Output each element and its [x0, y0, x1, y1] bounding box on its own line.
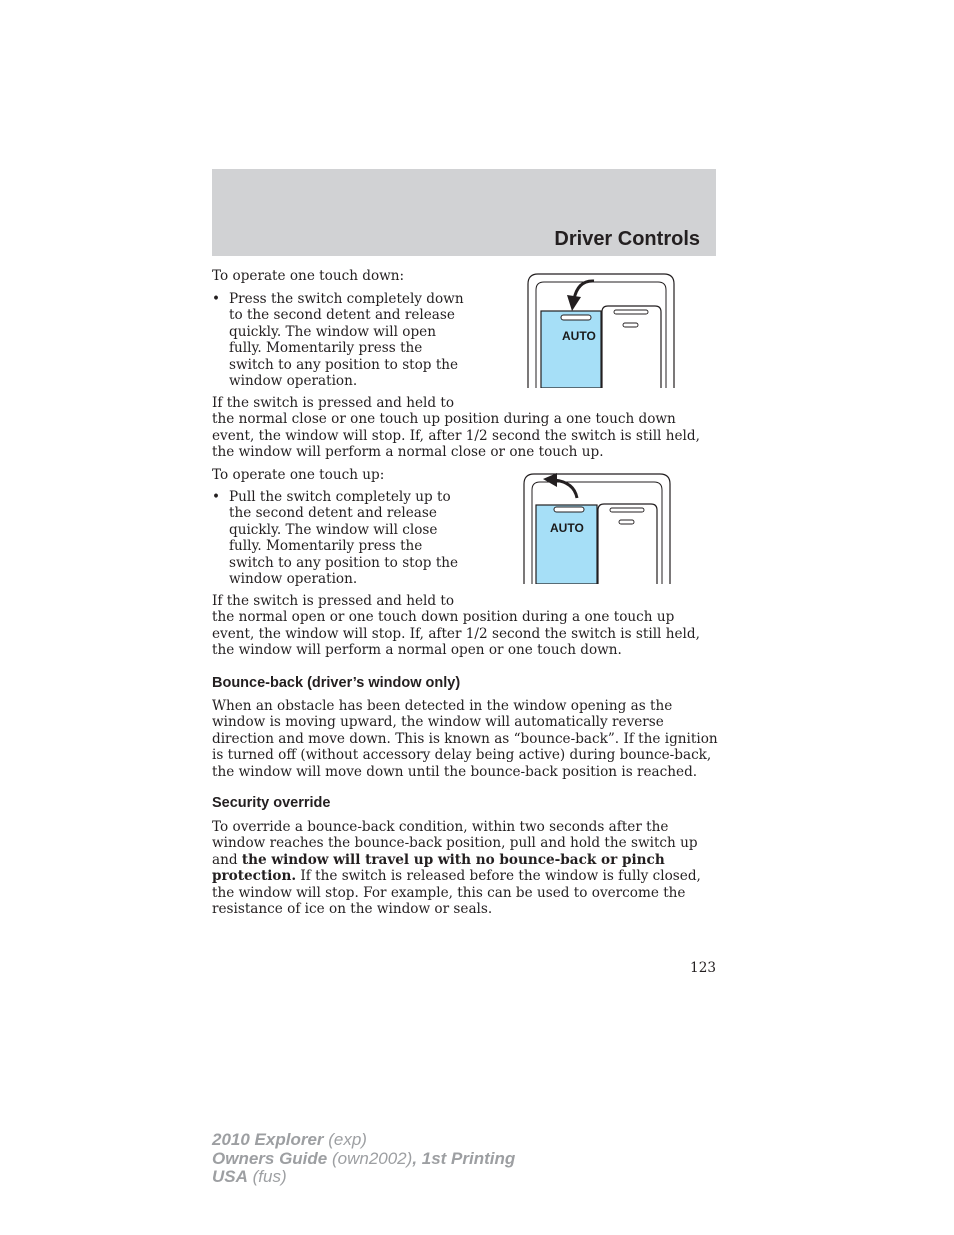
text-line: fully. Momentarily press the — [229, 538, 423, 555]
bullet-text — [229, 291, 464, 389]
text-line: To override a bounce-back condition, within two seconds after the — [212, 819, 669, 835]
intro-one-touch-up: To operate one touch up: — [212, 467, 385, 483]
footer-line — [212, 1131, 515, 1150]
bold-text-run: protection. — [212, 868, 297, 885]
text-line: Press the switch completely down — [229, 291, 464, 307]
bullet-icon: • — [212, 489, 221, 505]
text-line: the window will stop. For example, this can be used to overcome the — [212, 884, 686, 901]
header-band — [212, 169, 716, 256]
text-line: the window will perform a normal close or one touch up. — [212, 444, 604, 461]
text-line — [212, 868, 701, 884]
text-line: the normal open or one touch down position during a one touch up — [212, 609, 675, 626]
bullet-text — [229, 489, 458, 587]
paragraph-security-override — [212, 819, 701, 917]
text-line: window reaches the bounce-back position, pull and hold the switch up — [212, 835, 698, 852]
text-line: Pull the switch completely up to — [229, 489, 451, 505]
auto-switch-blue — [541, 311, 601, 388]
text-line: quickly. The window will open — [229, 323, 436, 340]
section-title: Driver Controls — [554, 228, 700, 250]
text-line — [212, 852, 701, 868]
text-line: the window will perform a normal open or one touch down. — [212, 642, 622, 659]
paragraph-bounce-back — [212, 698, 718, 780]
text-line: fully. Momentarily press the — [229, 340, 423, 357]
text-line: resistance of ice on the window or seals. — [212, 901, 493, 918]
text-line: switch to any position to stop the — [229, 356, 459, 373]
auto-switch-blue — [536, 505, 597, 584]
text-line: switch to any position to stop the — [229, 554, 459, 571]
text-line: is turned off (without accessory delay being active) during bounce-back, — [212, 747, 712, 764]
footer-printing: , 1st Printing — [412, 1148, 516, 1168]
text-line: the window will move down until the bounce-back position is reached. — [212, 763, 698, 780]
bold-text-run: the window will travel up with no bounce-back or pinch — [241, 851, 665, 868]
text-line: event, the window will stop. If, after 1/2 second the switch is still held, — [212, 427, 700, 444]
text-line: If the switch is pressed and held to — [212, 395, 455, 411]
text-line: to the second detent and release — [229, 307, 455, 324]
intro-one-touch-down: To operate one touch down: — [212, 268, 405, 284]
window-switch-press-down-figure — [526, 272, 676, 388]
window-switch-pull-up-figure — [522, 472, 672, 584]
footer-market-code: (fus) — [247, 1167, 287, 1186]
arrow-down-icon — [574, 281, 594, 299]
text-line: the normal close or one touch up position during a one touch down — [212, 411, 676, 428]
auto-label: AUTO — [550, 521, 584, 535]
text-run: and — [212, 851, 242, 868]
text-line: event, the window will stop. If, after 1/2 second the switch is still held, — [212, 625, 700, 642]
paragraph-one-touch-up — [212, 593, 700, 659]
text-line: quickly. The window will close — [229, 521, 438, 538]
page-number: 123 — [690, 960, 716, 976]
footer-model: 2010 Explorer — [212, 1130, 324, 1149]
text-run: If the switch is released before the window is fully closed, — [296, 868, 701, 885]
footer-model-code: (exp) — [323, 1130, 367, 1149]
text-line: direction and move down. This is known as “bounce-back”. If the ignition — [212, 730, 718, 747]
footer-guide-code: (own2002) — [327, 1148, 413, 1168]
footer-guide: Owners Guide — [212, 1148, 328, 1168]
text-line: window operation. — [229, 571, 358, 588]
text-line: the second detent and release — [229, 505, 437, 522]
text-line: window operation. — [229, 373, 358, 390]
arrow-up-icon — [554, 480, 577, 498]
footer-line — [212, 1150, 515, 1169]
heading-security-override: Security override — [212, 795, 331, 811]
footer-market: USA — [212, 1167, 248, 1186]
text-line: window is moving upward, the window will automatically reverse — [212, 714, 664, 731]
text-line: When an obstacle has been detected in the window opening as the — [212, 698, 673, 714]
footer-line — [212, 1168, 515, 1187]
auto-label: AUTO — [562, 329, 596, 343]
bullet-icon: • — [212, 291, 221, 307]
paragraph-one-touch-down — [212, 395, 700, 461]
heading-bounce-back: Bounce-back (driver’s window only) — [212, 675, 461, 691]
footer-imprint — [212, 1131, 515, 1187]
text-line: If the switch is pressed and held to — [212, 593, 455, 609]
